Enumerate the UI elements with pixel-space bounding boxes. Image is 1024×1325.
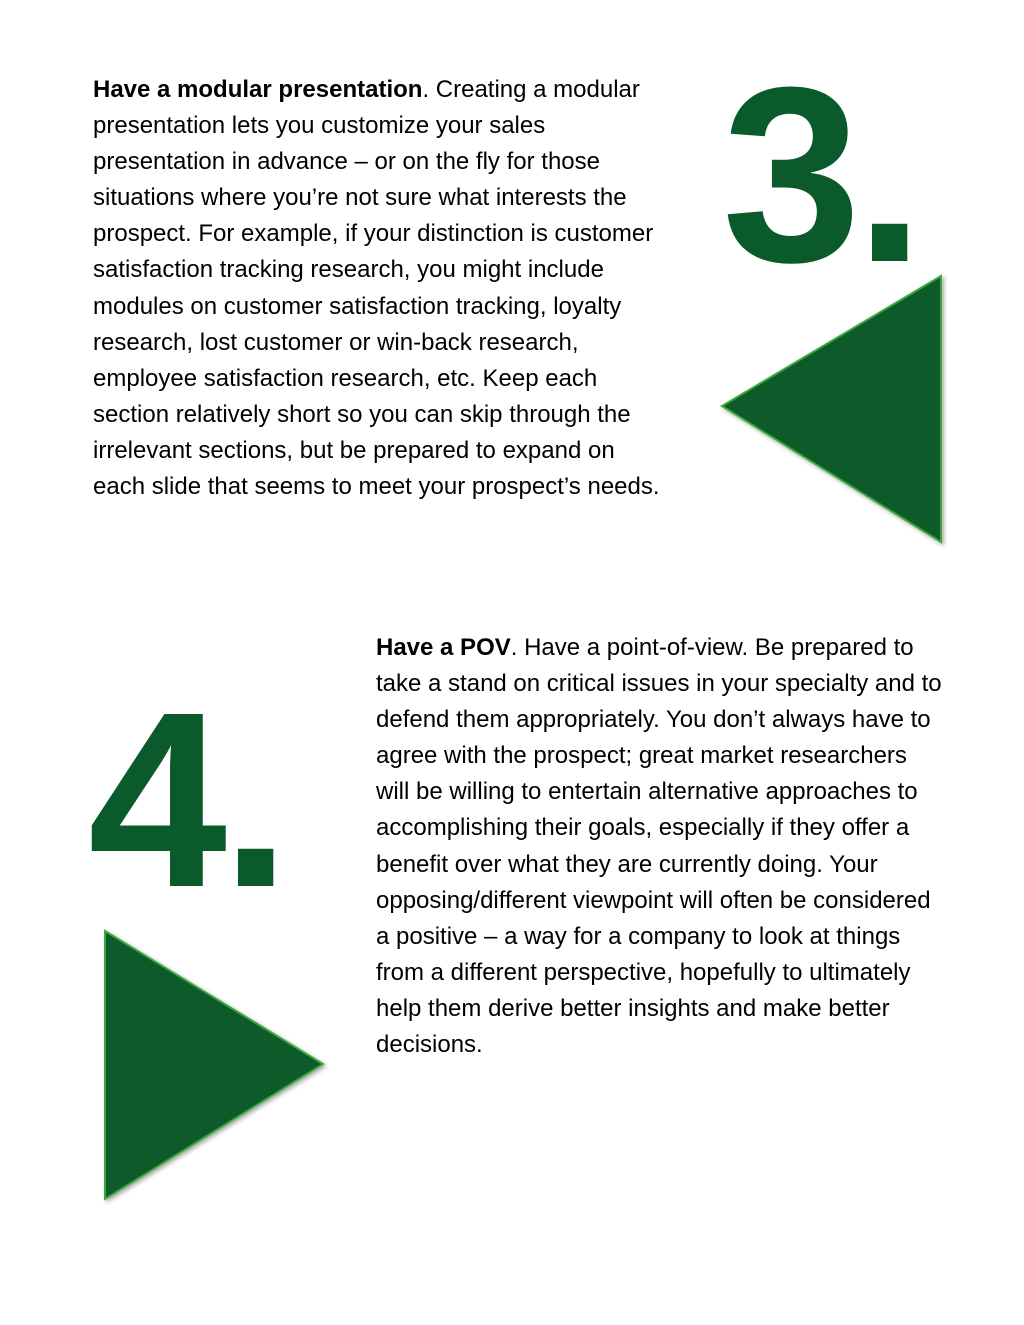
- section-3-number: 3.: [722, 35, 919, 314]
- section-3-paragraph: [93, 72, 673, 505]
- section-4-heading: Have a POV: [376, 634, 511, 661]
- section-3-heading: Have a modular presentation: [93, 76, 423, 103]
- section-3-body: . Creating a modular presentation lets you customize your sales presentation in advance – or on the fly for those situations where you’re not sure what interests the prospect. For example, if your distinction is customer satisfaction tracking research, you might include modules on customer satisfaction tracking, loyalty research, lost customer or win-back research, employee satisfaction research, etc. Keep each section relatively short so you can skip through the irrelevant sections, but be prepared to expand on each slide that seems to meet your prospect’s needs.: [93, 76, 660, 501]
- section-4-body: . Have a point-of-view. Be prepared to take a stand on critical issues in your specialty and to defend them appropriately. You don’t always have to agree with the prospect; great market researchers will be willing to entertain alternative approaches to accomplishing their goals, especially if they offer a benefit over what they are currently doing. Your opposing/different viewpoint will often be considered a positive – a way for a company to look at things from a different perspective, hopefully to ultimately help them derive better insights and make better decisions.: [376, 634, 942, 1059]
- triangle-left-icon: [716, 272, 946, 552]
- section-4-paragraph: [376, 630, 946, 1063]
- section-4-number: 4.: [88, 660, 285, 939]
- triangle-right-icon: [98, 926, 333, 1206]
